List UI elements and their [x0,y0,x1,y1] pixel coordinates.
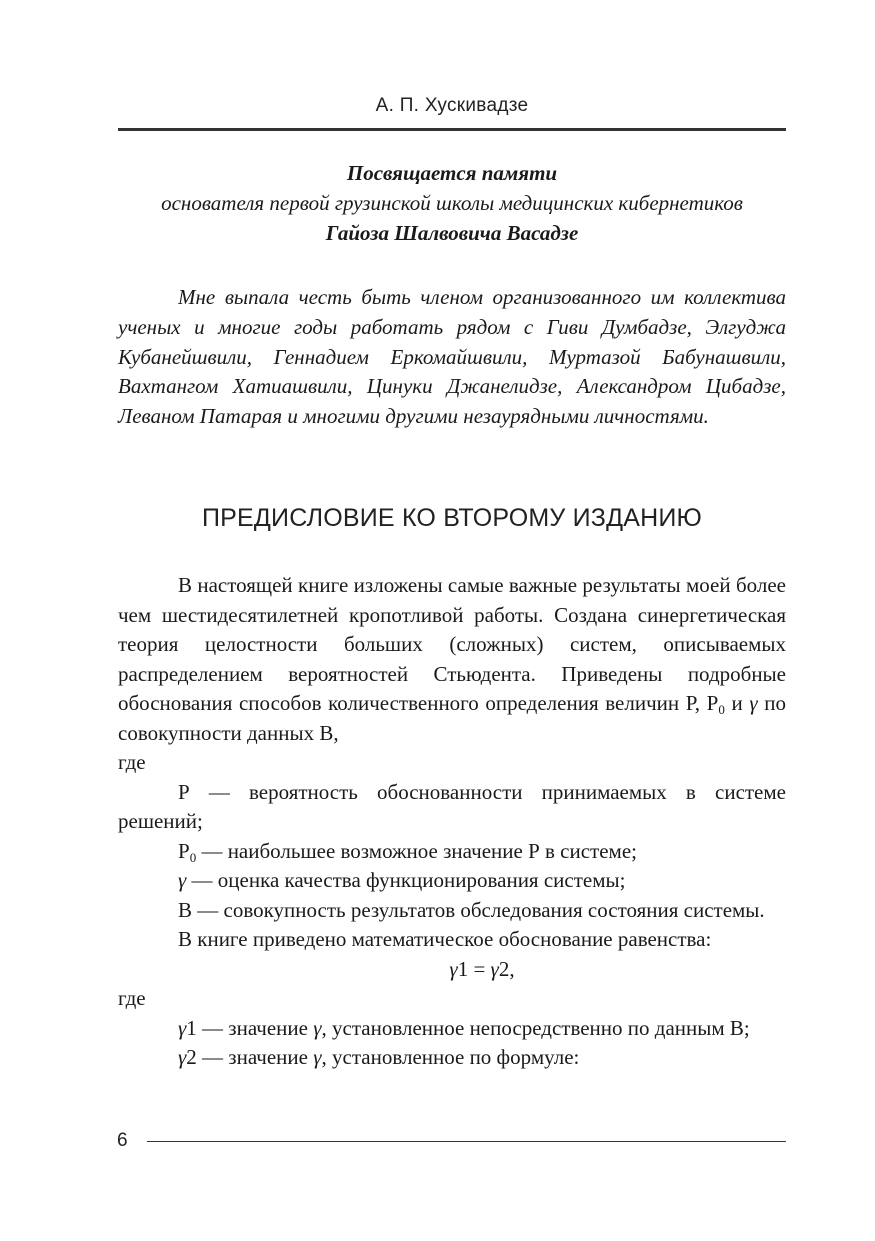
header-rule [118,128,786,131]
definition-p: Р — вероятность обоснованности принимаемых в системе решений; [118,779,786,833]
definition-gamma2-b: , установленное по формуле: [321,1045,580,1069]
definition-gamma2 [118,1043,786,1073]
epigraph-paragraph: Мне выпала честь быть членом организованного им коллектива ученых и многие годы работать рядом с Гиви Думбадзе, Элгуджа Кубанейшвили, Геннадием Еркомайшвили, Муртазой Бабунашвили, Вахтангом Хатиашвили, Цинуки Джанелидзе, Александром Цибадзе, Леваном Патарая и многими другими незаурядными личностями. [118,285,786,429]
definition-gamma2-a: 2 — значение [186,1045,314,1069]
intro-gamma: γ [749,691,758,715]
definition-gamma1 [118,1014,786,1044]
definition-gamma1-symbol: γ [178,1015,187,1040]
definition-gamma1-symbol-2: γ [313,1015,322,1040]
running-header-author: А. П. Хускивадзе [375,95,529,116]
dedication-title: Посвящается памяти [346,161,558,185]
definition-p0-symbol: Р [178,838,190,863]
definition-gamma2-symbol: γ [178,1045,187,1069]
definition-gamma2-symbol-2: γ [313,1045,322,1069]
intro-end: по совокупности данных В, [118,691,786,745]
intro-main: В настоящей книге изложены самые важные результаты моей более чем шестидесятилетней кропотливой работы. Создана синергетическая теория целостности больших (сложных) систем, описываемых распределением вероятностей Стьюдента. Приведены подробные обоснования способов количественного определения величин Р, Р [118,573,786,715]
formula-mid: 1 = [457,956,491,981]
body-text [118,571,786,1073]
definition-p0 [118,837,786,867]
definition-gamma-symbol: γ [178,868,187,892]
dedication [118,158,786,248]
definition-p0-text: — наибольшее возможное значение Р в системе; [196,838,637,863]
where-label-1: где [118,750,146,774]
footer-rule [147,1141,786,1142]
intro-paragraph [118,571,786,748]
definition-gamma [118,866,786,896]
section-title: ПРЕДИСЛОВИЕ КО ВТОРОМУ ИЗДАНИЮ [201,504,702,532]
definition-gamma1-a: 1 — значение [186,1015,314,1040]
intro-subscript: 0 [718,702,725,717]
intro-and: и [724,691,750,715]
definition-gamma-text: — оценка качества функционирования системы; [186,868,626,892]
formula-gamma-1: γ [449,956,458,981]
formula-end: 2, [498,956,515,981]
equality-formula [118,955,786,985]
equality-paragraph: В книге приведено математическое обоснование равенства: [178,927,712,951]
dedication-subtitle: основателя первой грузинской школы медицинских кибернетиков [161,191,743,215]
dedication-name: Гайоза Шалвовича Васадзе [325,221,579,245]
formula-gamma-2: γ [490,956,499,981]
where-label-2: где [118,986,146,1010]
definition-b: В — совокупность результатов обследования состояния системы. [178,897,765,922]
page-number: 6 [117,1130,128,1151]
definition-p0-subscript: 0 [189,849,197,865]
definition-gamma1-b: , установленное непосредственно по данным В; [321,1015,750,1040]
